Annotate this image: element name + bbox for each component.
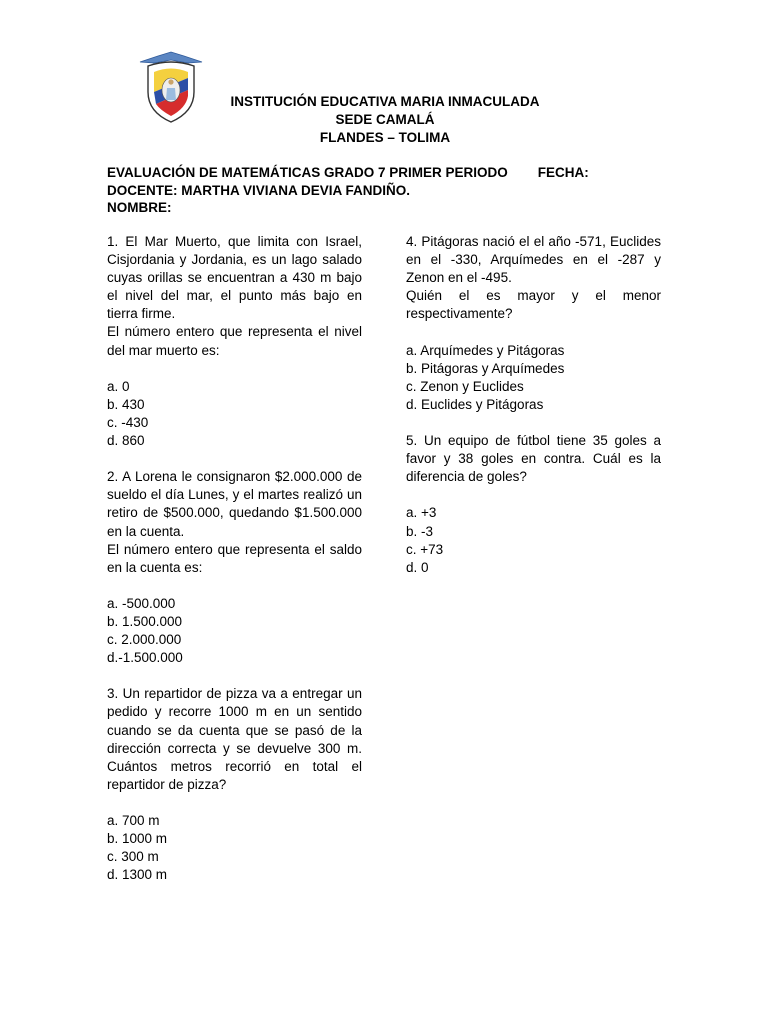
- option-c: c. 300 m: [107, 849, 159, 865]
- option-b: b. 1000 m: [107, 831, 168, 847]
- question-text: 1. El Mar Muerto, que limita con Israel, Cisjordania y Jordania, es un lago salado cuyas orillas se encuentran a 430 m bajo el nivel del mar, el punto más bajo en tierra firme.: [107, 234, 362, 322]
- question-1: [107, 233, 362, 450]
- teacher-line: DOCENTE: MARTHA VIVIANA DEVIA FANDIÑO.: [107, 182, 411, 198]
- question-5: [406, 432, 661, 577]
- option-c: c. 2.000.000: [107, 632, 182, 648]
- option-d: d. 1300 m: [107, 867, 168, 883]
- option-a: a. 0: [107, 378, 130, 394]
- right-column: [406, 233, 661, 577]
- option-c: c. Zenon y Euclides: [406, 378, 524, 394]
- option-b: b. -3: [406, 523, 434, 539]
- institution-header: [160, 93, 610, 147]
- left-column: [107, 233, 362, 884]
- question-text-2: Quién el es mayor y el menor respectivamente?: [406, 288, 661, 322]
- option-d: d. 860: [107, 433, 145, 449]
- question-2: [107, 468, 362, 667]
- question-text-2: El número entero que representa el saldo en la cuenta es:: [107, 541, 362, 575]
- option-d: d. Euclides y Pitágoras: [406, 396, 544, 412]
- option-c: c. +73: [406, 541, 444, 557]
- option-b: b. Pitágoras y Arquímedes: [406, 360, 565, 376]
- question-text: 3. Un repartidor de pizza va a entregar un pedido y recorre 1000 m en un sentido cuando se da cuenta que se pasó de la dirección correcta y se devuelve 300 m. Cuántos metros recorrió en total el repartidor de pizza?: [107, 686, 362, 792]
- option-d: d. 0: [406, 559, 429, 575]
- option-d: d.-1.500.000: [107, 650, 183, 666]
- question-3: [107, 685, 362, 884]
- question-4: [406, 233, 661, 414]
- institution-name: INSTITUCIÓN EDUCATIVA MARIA INMACULADA: [230, 94, 540, 109]
- exam-title: EVALUACIÓN DE MATEMÁTICAS GRADO 7 PRIMER PERIODO: [107, 165, 508, 180]
- option-b: b. 1.500.000: [107, 613, 183, 629]
- option-c: c. -430: [107, 414, 149, 430]
- option-b: b. 430: [107, 396, 145, 412]
- option-a: a. +3: [406, 505, 437, 521]
- location: FLANDES – TOLIMA: [319, 130, 451, 145]
- sede-name: SEDE CAMALÁ: [335, 112, 435, 127]
- question-text-2: El número entero que representa el nivel del mar muerto es:: [107, 324, 362, 358]
- option-a: a. -500.000: [107, 595, 176, 611]
- question-text: 4. Pitágoras nació el el año -571, Euclides en el -330, Arquímedes en el -287 y Zenon en el -495.: [406, 234, 661, 286]
- date-label: FECHA:: [537, 165, 589, 180]
- question-text: 5. Un equipo de fútbol tiene 35 goles a favor y 38 goles en contra. Cuál es la diferencia de goles?: [406, 433, 661, 485]
- option-a: a. 700 m: [107, 813, 160, 828]
- exam-info: [107, 164, 667, 217]
- name-label: NOMBRE:: [107, 200, 172, 215]
- option-a: a. Arquímedes y Pitágoras: [406, 342, 565, 358]
- question-text: 2. A Lorena le consignaron $2.000.000 de sueldo el día Lunes, y el martes realizó un retiro de $500.000, quedando $1.500.000 en la cuenta.: [107, 469, 362, 539]
